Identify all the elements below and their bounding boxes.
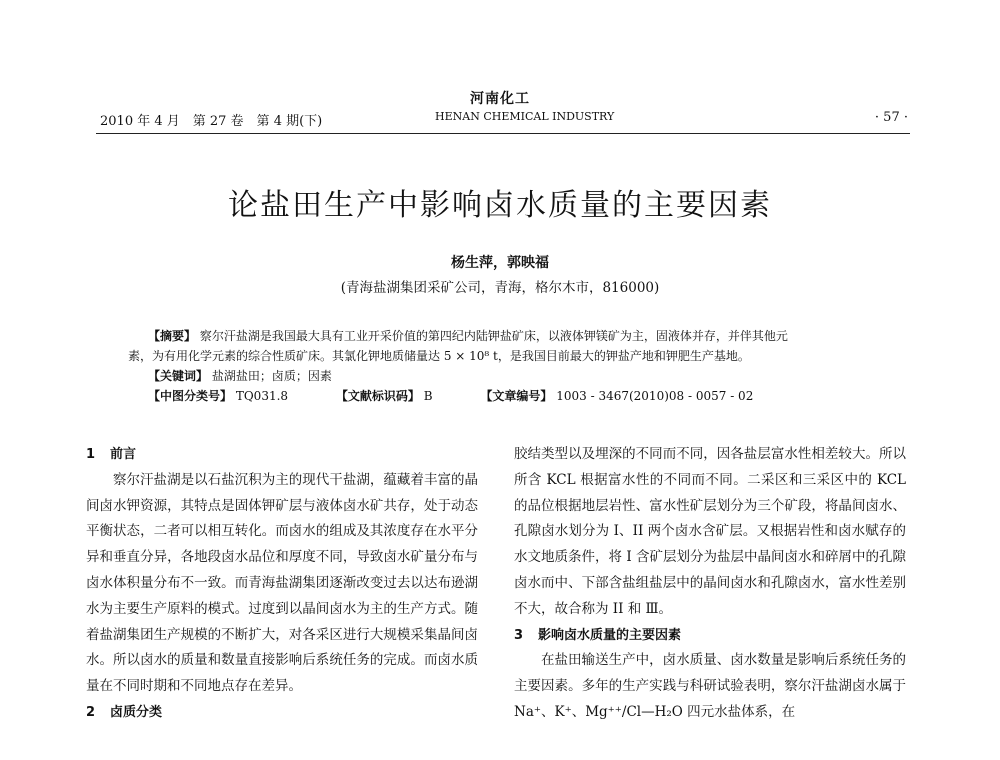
- section-title-2: 卤质分类: [110, 704, 163, 720]
- left-column: [86, 442, 478, 726]
- section-heading-2: [86, 700, 478, 726]
- section-number-2: 2: [86, 704, 96, 720]
- abstract-text-1: 察尔汗盐湖是我国最大具有工业开采价值的第四纪内陆钾盐矿床，以液体钾镁矿为主，固液体并存，并伴其他元: [199, 329, 788, 343]
- section-1-paragraph: 察尔汗盐湖是以石盐沉积为主的现代干盐湖，蕴藏着丰富的晶间卤水钾资源，其特点是固体钾矿层与液体卤水矿共存，处于动态平衡状态，二者可以相互转化。而卤水的组成及其浓度存在水平分异和垂直分异，各地段卤水品位和厚度不同，导致卤水矿量分布与卤水体积量分布不一致。而青海盐湖集团逐渐改变过去以达布逊湖水为主要生产原料的模式。过度到以晶间卤水为主的生产方式。随着盐湖集团生产规模的不断扩大，对各采区进行大规模采集晶间卤水。所以卤水的质量和数量直接影响后系统任务的完成。而卤水质量在不同时期和不同地点存在差异。: [86, 471, 478, 695]
- keywords-value: 盐湖盐田；卤质；因素: [211, 369, 332, 383]
- section-title-3: 影响卤水质量的主要因素: [538, 627, 682, 643]
- article-no-value: 1003 - 3467(2010)08 - 0057 - 02: [556, 389, 754, 403]
- article-authors: 杨生萍，郭映福: [451, 255, 549, 271]
- article-affiliation: (青海盐湖集团采矿公司，青海，格尔木市，816000): [340, 280, 660, 296]
- keywords-label: 【关键词】: [148, 369, 209, 383]
- section-2-paragraph-continued: 胶结类型以及埋深的不同而不同，因各盐层富水性相差较大。所以所含 KCL 根据富水性的不同而不同。二采区和三采区中的 KCL 的品位根据地层岩性、富水性矿层划分为三个矿段，将晶间卤水、孔隙卤水划分为 I、II 两个卤水含矿层。又根据岩性和卤水赋存的水文地质条件，将 I 含矿层划分为盐层中晶间卤水和碎屑中的孔隙卤水而中、下部含盐组盐层中的晶间卤水和孔隙卤水，富水性差别不大，故合称为 II 和 Ⅲ。: [514, 446, 906, 617]
- issue-info: 2010 年 4 月 第 27 卷 第 4 期(下): [100, 114, 323, 129]
- right-column: [514, 442, 906, 726]
- page-number: · 57 ·: [874, 110, 908, 125]
- abstract-text-2: 素，为有用化学元素的综合性质矿床。其氯化钾地质储量达 5 × 10⁸ t，是我国目前最大的钾盐产地和钾肥生产基地。: [128, 349, 750, 363]
- clc-value: TQ031.8: [235, 389, 289, 403]
- section-heading-3: [514, 623, 906, 649]
- doc-code-label: 【文献标识码】: [335, 389, 420, 403]
- article-title: 论盐田生产中影响卤水质量的主要因素: [228, 188, 772, 223]
- section-title-1: 前言: [110, 447, 137, 462]
- running-header: [100, 110, 908, 132]
- section-3-paragraph: 在盐田输送生产中，卤水质量、卤水数量是影响后系统任务的主要因素。多年的生产实践与科研试验表明，察尔汗盐湖卤水属于 Na⁺、K⁺、Mg⁺⁺/Cl—H₂O 四元水盐体系，在: [514, 652, 906, 720]
- classification-line: [128, 386, 868, 406]
- article-no-label: 【文章编号】: [480, 389, 553, 403]
- journal-english-name: HENAN CHEMICAL INDUSTRY: [435, 110, 615, 123]
- section-number-3: 3: [514, 627, 524, 643]
- abstract-label: 【摘要】: [148, 329, 197, 343]
- doc-code-value: B: [423, 389, 433, 403]
- section-number-1: 1: [86, 447, 96, 462]
- section-heading-1: [86, 442, 478, 468]
- header-rule: [96, 133, 910, 134]
- keywords-line: [128, 366, 868, 386]
- clc-label: 【中图分类号】: [148, 389, 233, 403]
- abstract-line-2: [128, 346, 868, 366]
- journal-name: 河南化工: [470, 91, 530, 107]
- abstract-block: [128, 326, 868, 406]
- abstract-line-1: [128, 326, 868, 346]
